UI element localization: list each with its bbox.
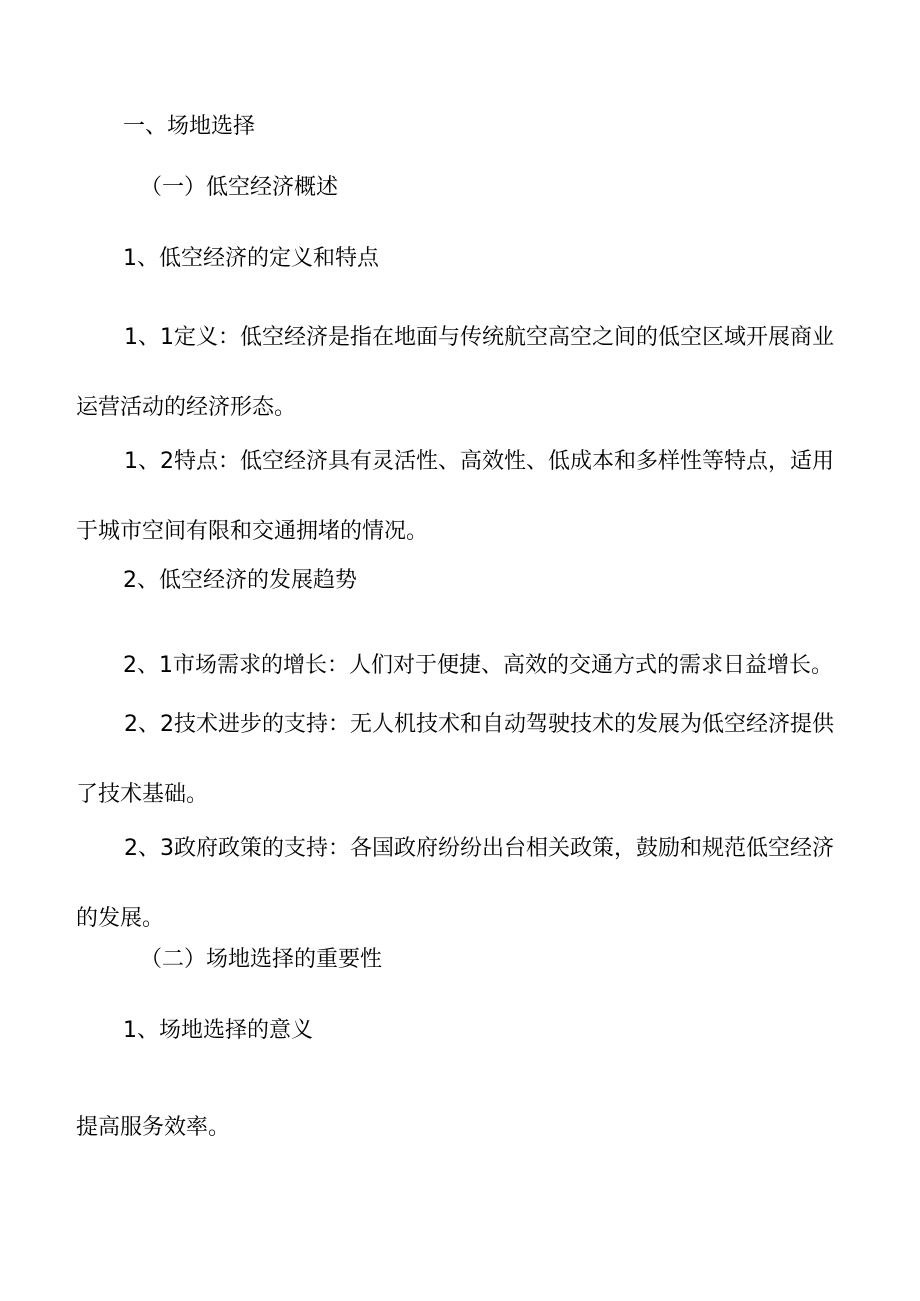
paragraph-technology-support: 2、2技术进步的支持：无人机技术和自动驾驶技术的发展为低空经济提供了技术基础。 [76,712,834,807]
section-title-site-importance: （二）场地选择的重要性 [140,947,383,972]
paragraph-features: 1、2特点：低空经济具有灵活性、高效性、低成本和多样性等特点，适用于城市空间有限和交通拥堵的情况。 [76,449,834,544]
subsection-title-development-trend: 2、低空经济的发展趋势 [123,568,357,593]
paragraph-definition: 1、1定义：低空经济是指在地面与传统航空高空之间的低空区域开展商业运营活动的经济形态。 [76,325,834,420]
heading-site-selection: 一、场地选择 [123,114,256,139]
subsection-title-site-significance: 1、场地选择的意义 [123,1018,313,1043]
text-fragment-service-efficiency: 提高服务效率。 [76,1115,231,1140]
section-title-low-altitude-overview: （一）低空经济概述 [140,175,339,200]
paragraph-policy-support: 2、3政府政策的支持：各国政府纷纷出台相关政策，鼓励和规范低空经济的发展。 [76,836,834,931]
subsection-title-definition-features: 1、低空经济的定义和特点 [123,246,379,271]
paragraph-market-demand: 2、1市场需求的增长：人们对于便捷、高效的交通方式的需求日益增长。 [123,653,833,678]
